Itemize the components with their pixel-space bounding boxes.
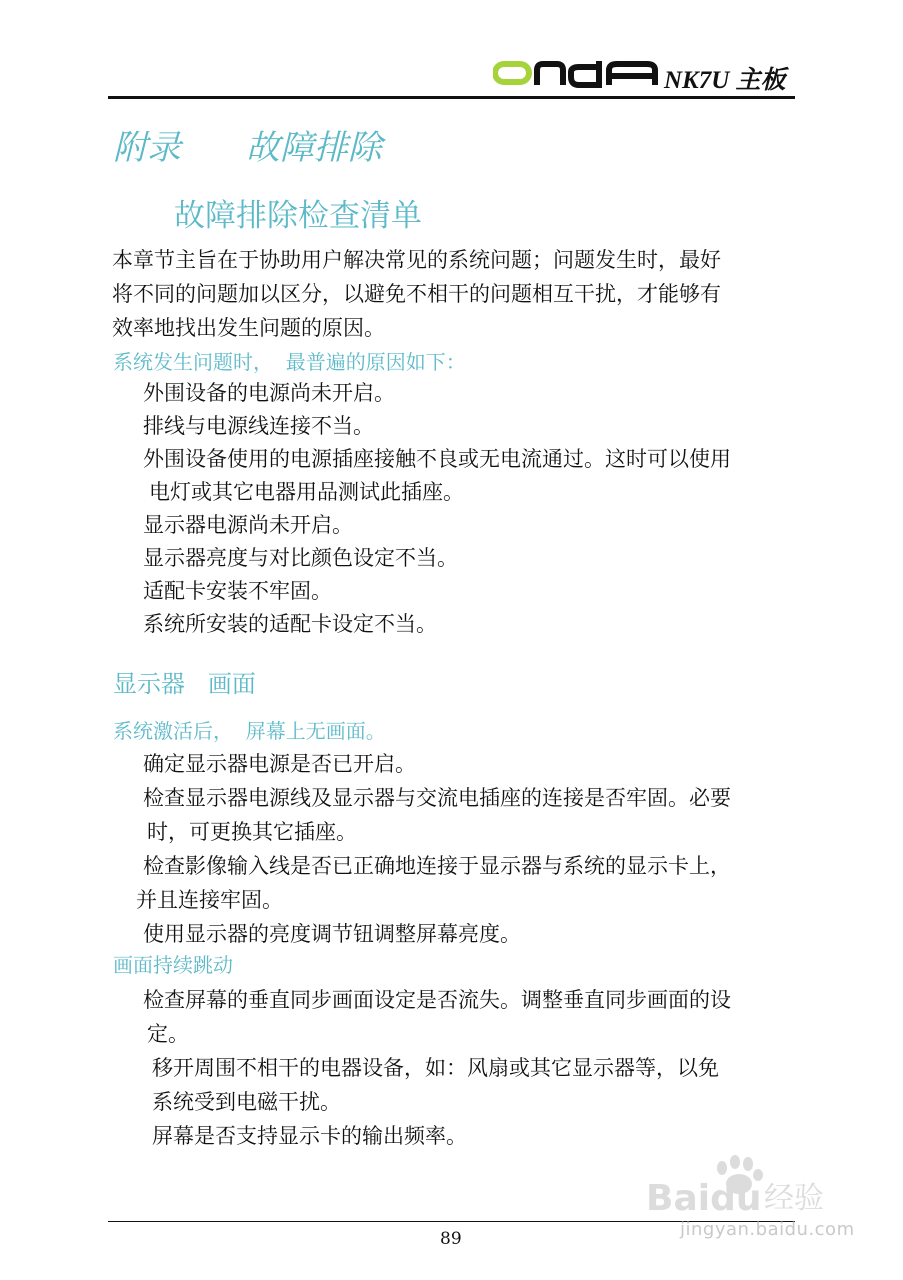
list-item: 使用显示器的亮度调节钮调整屏幕亮度。: [143, 922, 521, 946]
list-item: 移开周围不相干的电器设备，如：风扇或其它显示器等，以免: [152, 1056, 719, 1080]
no-picture-list: [136, 747, 731, 951]
list-item: 系统所安装的适配卡设定不当。: [143, 612, 437, 636]
watermark-brand-cn: 经验: [764, 1181, 824, 1216]
list-item: 并且连接牢固。: [136, 888, 283, 912]
watermark-brand: Baidu: [646, 1178, 762, 1219]
flicker-heading: 画面持续跳动: [113, 953, 233, 977]
intro-paragraph: [112, 243, 721, 345]
appendix-title: 附录 故障排除: [113, 128, 382, 168]
section-title: 故障排除检查清单: [174, 198, 422, 234]
header-divider: [108, 96, 795, 99]
list-item: 电灯或其它电器用品测试此插座。: [149, 480, 464, 504]
intro-line: 将不同的问题加以区分，以避免不相干的问题相互干扰，才能够有: [112, 282, 721, 306]
watermark-url: jingyan.baidu.com: [680, 1219, 855, 1240]
intro-line: 本章节主旨在于协助用户解决常见的系统问题；问题发生时，最好: [112, 248, 721, 272]
onda-logo: [493, 58, 659, 88]
list-item: 显示器电源尚未开启。: [143, 513, 353, 537]
list-item: 检查屏幕的垂直同步画面设定是否流失。调整垂直同步画面的设: [143, 988, 731, 1012]
list-item: 外围设备的电源尚未开启。: [143, 381, 395, 405]
list-item: 排线与电源线连接不当。: [143, 414, 374, 438]
list-item: 系统受到电磁干扰。: [152, 1090, 341, 1114]
list-item: 检查影像输入线是否已正确地连接于显示器与系统的显示卡上，: [143, 854, 731, 878]
list-item: 适配卡安装不牢固。: [143, 579, 332, 603]
list-item: 显示器亮度与对比颜色设定不当。: [143, 546, 458, 570]
list-item: 定。: [147, 1022, 189, 1046]
no-picture-heading: 系统激活后， 屏幕上无画面。: [113, 719, 386, 743]
intro-line: 效率地找出发生问题的原因。: [112, 316, 385, 340]
list-item: 外围设备使用的电源插座接触不良或无电流通过。这时可以使用: [143, 447, 731, 471]
list-item: 检查显示器电源线及显示器与交流电插座的连接是否牢固。必要: [143, 786, 731, 810]
list-item: 时，可更换其它插座。: [147, 820, 357, 844]
flicker-list: [143, 983, 731, 1153]
list-item: 确定显示器电源是否已开启。: [143, 752, 416, 776]
model-title: NK7U 主板: [664, 67, 786, 94]
common-causes-list: [143, 377, 731, 641]
page-number: 89: [440, 1229, 462, 1249]
list-item: 屏幕是否支持显示卡的输出频率。: [152, 1124, 467, 1148]
common-causes-heading: 系统发生问题时， 最普遍的原因如下：: [113, 350, 466, 374]
display-heading: 显示器 画面: [113, 670, 256, 698]
